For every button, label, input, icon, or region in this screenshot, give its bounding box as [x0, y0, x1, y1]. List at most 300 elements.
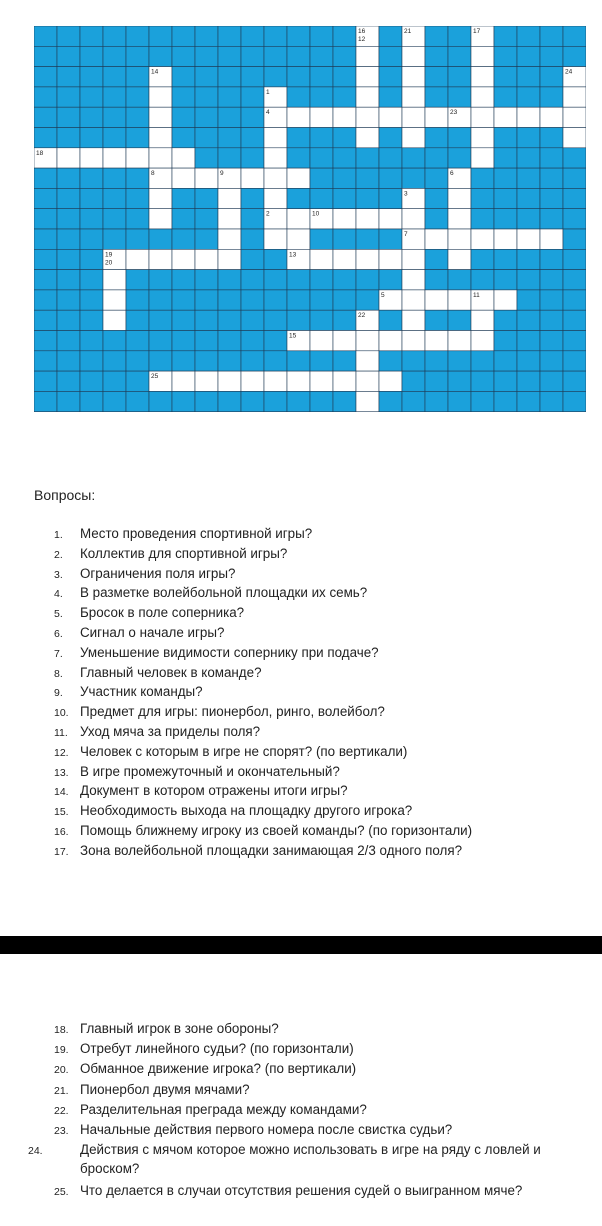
crossword-blue-cell — [563, 371, 586, 391]
crossword-clue-number: 15 — [289, 332, 297, 340]
crossword-blue-cell — [80, 331, 103, 351]
question-text: Ограничения поля игры? — [80, 565, 236, 581]
crossword-white-cell — [241, 168, 264, 188]
crossword-white-cell — [448, 290, 471, 310]
crossword-white-cell — [126, 148, 149, 168]
crossword-blue-cell — [57, 229, 80, 249]
crossword-white-cell — [57, 148, 80, 168]
crossword-blue-cell — [425, 249, 448, 269]
crossword-white-cell — [425, 331, 448, 351]
crossword-blue-cell — [80, 229, 103, 249]
question-item — [54, 624, 224, 643]
crossword-blue-cell — [563, 331, 586, 351]
crossword-blue-cell — [34, 128, 57, 148]
question-number: 20. — [54, 1064, 69, 1077]
crossword-blue-cell — [494, 331, 517, 351]
crossword-blue-cell — [333, 128, 356, 148]
crossword-blue-cell — [57, 371, 80, 391]
crossword-white-cell — [310, 249, 333, 269]
crossword-blue-cell — [356, 188, 379, 208]
crossword-blue-cell — [425, 148, 448, 168]
crossword-blue-cell — [195, 290, 218, 310]
question-text: Разделительная преграда между командами? — [80, 1101, 367, 1117]
crossword-blue-cell — [241, 107, 264, 127]
crossword-blue-cell — [103, 107, 126, 127]
crossword-blue-cell — [494, 67, 517, 87]
crossword-blue-cell — [126, 351, 149, 371]
crossword-white-cell — [402, 310, 425, 330]
crossword-blue-cell — [540, 188, 563, 208]
crossword-blue-cell — [172, 229, 195, 249]
crossword-blue-cell — [149, 391, 172, 411]
crossword-blue-cell — [333, 148, 356, 168]
crossword-blue-cell — [540, 371, 563, 391]
crossword-white-cell — [287, 209, 310, 229]
crossword-blue-cell — [126, 168, 149, 188]
crossword-blue-cell — [563, 249, 586, 269]
crossword-white-cell — [195, 249, 218, 269]
crossword-white-cell — [103, 270, 126, 290]
crossword-clue-number: 3 — [404, 190, 408, 198]
crossword-blue-cell — [310, 128, 333, 148]
question-item — [54, 802, 412, 821]
crossword-white-cell — [149, 188, 172, 208]
crossword-blue-cell — [287, 351, 310, 371]
crossword-blue-cell — [425, 67, 448, 87]
crossword-blue-cell — [310, 26, 333, 46]
crossword-blue-cell — [57, 290, 80, 310]
question-number: 13. — [54, 766, 69, 779]
crossword-white-cell — [425, 229, 448, 249]
crossword-blue-cell — [149, 331, 172, 351]
crossword-blue-cell — [126, 270, 149, 290]
crossword-blue-cell — [103, 188, 126, 208]
question-item — [54, 683, 203, 702]
question-text: Бросок в поле соперника? — [80, 605, 245, 621]
crossword-white-cell — [402, 209, 425, 229]
crossword-white-cell — [149, 249, 172, 269]
question-number: 9. — [54, 687, 63, 700]
crossword-blue-cell — [425, 188, 448, 208]
crossword-blue-cell — [57, 351, 80, 371]
crossword-blue-cell — [195, 310, 218, 330]
crossword-blue-cell — [195, 331, 218, 351]
crossword-blue-cell — [310, 310, 333, 330]
question-text: Коллектив для спортивной игры? — [80, 545, 288, 561]
crossword-blue-cell — [425, 26, 448, 46]
question-text: Действия с мячом которое можно использовать в игре на ряду с ловлей и броском? — [80, 1142, 541, 1177]
crossword-blue-cell — [34, 249, 57, 269]
crossword-clue-number: 22 — [358, 312, 366, 320]
crossword-blue-cell — [494, 87, 517, 107]
question-item — [54, 1020, 279, 1039]
crossword-white-cell — [287, 107, 310, 127]
crossword-blue-cell — [126, 107, 149, 127]
crossword-blue-cell — [241, 67, 264, 87]
crossword-white-cell — [563, 87, 586, 107]
crossword-blue-cell — [103, 128, 126, 148]
crossword-white-cell — [471, 87, 494, 107]
crossword-blue-cell — [448, 351, 471, 371]
crossword-blue-cell — [195, 351, 218, 371]
crossword-blue-cell — [333, 351, 356, 371]
crossword-blue-cell — [264, 391, 287, 411]
crossword-blue-cell — [149, 46, 172, 66]
crossword-blue-cell — [471, 249, 494, 269]
crossword-white-cell — [356, 351, 379, 371]
crossword-blue-cell — [103, 87, 126, 107]
crossword-blue-cell — [264, 46, 287, 66]
crossword-clue-number: 16 — [358, 28, 366, 35]
crossword-white-cell — [149, 107, 172, 127]
crossword-white-cell — [356, 46, 379, 66]
crossword-blue-cell — [172, 188, 195, 208]
crossword-blue-cell — [310, 270, 333, 290]
crossword-blue-cell — [494, 270, 517, 290]
crossword-blue-cell — [540, 351, 563, 371]
crossword-blue-cell — [517, 26, 540, 46]
crossword-clue-number: 10 — [312, 210, 320, 218]
crossword-clue-number: 17 — [473, 28, 481, 35]
question-item — [54, 1101, 367, 1120]
question-text: Пионербол двумя мячами? — [80, 1081, 250, 1097]
crossword-white-cell — [264, 188, 287, 208]
crossword-blue-cell — [34, 188, 57, 208]
crossword-blue-cell — [333, 290, 356, 310]
crossword-blue-cell — [218, 391, 241, 411]
crossword-clue-number: 7 — [404, 231, 408, 238]
crossword-white-cell — [356, 249, 379, 269]
crossword-blue-cell — [540, 249, 563, 269]
crossword-blue-cell — [540, 310, 563, 330]
crossword-blue-cell — [333, 168, 356, 188]
crossword-blue-cell — [172, 46, 195, 66]
crossword-white-cell — [218, 209, 241, 229]
crossword-blue-cell — [379, 391, 402, 411]
crossword-blue-cell — [195, 391, 218, 411]
crossword-white-cell — [379, 331, 402, 351]
crossword-blue-cell — [57, 310, 80, 330]
crossword-blue-cell — [126, 128, 149, 148]
crossword-blue-cell — [563, 26, 586, 46]
crossword-white-cell — [218, 229, 241, 249]
crossword-blue-cell — [264, 249, 287, 269]
crossword-blue-cell — [172, 310, 195, 330]
question-item — [54, 723, 260, 742]
question-text: В разметке волейбольной площадки их семь? — [80, 585, 368, 601]
crossword-blue-cell — [126, 229, 149, 249]
crossword-blue-cell — [448, 270, 471, 290]
crossword-blue-cell — [126, 371, 149, 391]
question-text: Главный игрок в зоне обороны? — [80, 1021, 279, 1036]
crossword-blue-cell — [241, 209, 264, 229]
crossword-blue-cell — [563, 168, 586, 188]
question-number: 21. — [54, 1084, 69, 1097]
crossword-white-cell — [264, 371, 287, 391]
crossword-white-cell — [540, 107, 563, 127]
crossword-blue-cell — [126, 331, 149, 351]
crossword-blue-cell — [80, 188, 103, 208]
question-number: 7. — [54, 647, 63, 660]
crossword-blue-cell — [471, 188, 494, 208]
crossword-white-cell — [448, 331, 471, 351]
crossword-white-cell — [471, 46, 494, 66]
crossword-blue-cell — [103, 26, 126, 46]
question-number: 11. — [54, 727, 68, 739]
question-text: В игре промежуточный и окончательный? — [80, 763, 340, 779]
crossword-blue-cell — [218, 46, 241, 66]
question-item — [54, 763, 340, 782]
crossword-clue-number: 20 — [105, 259, 113, 267]
question-number: 25. — [54, 1185, 69, 1198]
crossword-blue-cell — [149, 229, 172, 249]
crossword-blue-cell — [494, 351, 517, 371]
crossword-white-cell — [356, 371, 379, 391]
crossword-blue-cell — [218, 26, 241, 46]
crossword-blue-cell — [540, 391, 563, 411]
crossword-white-cell — [172, 249, 195, 269]
question-item — [54, 1081, 250, 1100]
crossword-white-cell — [356, 87, 379, 107]
crossword-blue-cell — [103, 168, 126, 188]
crossword-blue-cell — [333, 87, 356, 107]
crossword-white-cell — [402, 67, 425, 87]
questions-title: Вопросы: — [34, 487, 96, 503]
crossword-blue-cell — [379, 128, 402, 148]
crossword-blue-cell — [34, 391, 57, 411]
crossword-blue-cell — [310, 148, 333, 168]
crossword-blue-cell — [195, 229, 218, 249]
crossword-blue-cell — [172, 128, 195, 148]
crossword-blue-cell — [517, 67, 540, 87]
question-text: Главный человек в команде? — [80, 664, 262, 680]
crossword-blue-cell — [80, 209, 103, 229]
crossword-blue-cell — [241, 128, 264, 148]
crossword-white-cell — [264, 229, 287, 249]
crossword-blue-cell — [471, 209, 494, 229]
crossword-white-cell — [448, 229, 471, 249]
question-item — [54, 1182, 522, 1201]
crossword-blue-cell — [517, 188, 540, 208]
crossword-blue-cell — [517, 148, 540, 168]
crossword-blue-cell — [356, 229, 379, 249]
crossword-blue-cell — [34, 290, 57, 310]
crossword-blue-cell — [195, 128, 218, 148]
crossword-blue-cell — [34, 107, 57, 127]
crossword-white-cell — [471, 148, 494, 168]
crossword-blue-cell — [287, 290, 310, 310]
crossword-blue-cell — [425, 371, 448, 391]
crossword-blue-cell — [540, 168, 563, 188]
crossword-blue-cell — [218, 87, 241, 107]
crossword-blue-cell — [402, 371, 425, 391]
crossword-blue-cell — [241, 46, 264, 66]
crossword-white-cell — [494, 107, 517, 127]
question-text: Обманное движение игрока? (по вертикали) — [80, 1061, 357, 1077]
crossword-blue-cell — [195, 107, 218, 127]
crossword-blue-cell — [402, 391, 425, 411]
crossword-blue-cell — [103, 209, 126, 229]
crossword-blue-cell — [241, 290, 264, 310]
crossword-blue-cell — [425, 391, 448, 411]
crossword-white-cell — [264, 168, 287, 188]
question-text: Уменьшение видимости сопернику при подаче? — [80, 644, 379, 660]
crossword-white-cell — [448, 249, 471, 269]
crossword-blue-cell — [494, 310, 517, 330]
crossword-blue-cell — [494, 168, 517, 188]
question-number: 22. — [54, 1104, 69, 1117]
question-text: Необходимость выхода на площадку другого игрока? — [80, 803, 413, 819]
crossword-clue-number: 21 — [404, 28, 412, 35]
crossword-blue-cell — [149, 351, 172, 371]
crossword-blue-cell — [172, 290, 195, 310]
crossword-blue-cell — [540, 148, 563, 168]
crossword-blue-cell — [402, 148, 425, 168]
crossword-blue-cell — [563, 229, 586, 249]
crossword-blue-cell — [425, 128, 448, 148]
crossword-blue-cell — [563, 270, 586, 290]
crossword-blue-cell — [80, 26, 103, 46]
crossword-blue-cell — [379, 46, 402, 66]
crossword-blue-cell — [57, 168, 80, 188]
crossword-blue-cell — [195, 209, 218, 229]
crossword-blue-cell — [517, 310, 540, 330]
crossword-blue-cell — [517, 270, 540, 290]
crossword-blue-cell — [287, 46, 310, 66]
crossword-white-cell — [448, 188, 471, 208]
crossword-blue-cell — [425, 351, 448, 371]
crossword-white-cell — [218, 188, 241, 208]
crossword-white-cell — [103, 290, 126, 310]
question-text: Начальные действия первого номера после свистка судьи? — [80, 1122, 453, 1137]
crossword-blue-cell — [356, 168, 379, 188]
crossword-blue-cell — [57, 107, 80, 127]
crossword-blue-cell — [425, 270, 448, 290]
question-number: 18. — [54, 1024, 69, 1036]
crossword-clue-number: 25 — [151, 373, 159, 381]
crossword-white-cell — [402, 270, 425, 290]
question-number: 23. — [54, 1125, 69, 1137]
crossword-blue-cell — [34, 270, 57, 290]
crossword-white-cell — [333, 209, 356, 229]
crossword-white-cell — [402, 290, 425, 310]
crossword-blue-cell — [149, 270, 172, 290]
question-item — [54, 822, 472, 841]
crossword-blue-cell — [494, 26, 517, 46]
crossword-blue-cell — [57, 249, 80, 269]
crossword-blue-cell — [563, 351, 586, 371]
crossword-blue-cell — [379, 26, 402, 46]
crossword-blue-cell — [241, 188, 264, 208]
crossword-blue-cell — [57, 67, 80, 87]
crossword-white-cell — [517, 107, 540, 127]
crossword-blue-cell — [471, 168, 494, 188]
crossword-blue-cell — [563, 209, 586, 229]
crossword-blue-cell — [310, 87, 333, 107]
crossword-blue-cell — [471, 270, 494, 290]
question-number: 14. — [54, 786, 69, 799]
crossword-clue-number: 9 — [220, 170, 224, 178]
crossword-blue-cell — [34, 331, 57, 351]
crossword-clue-number: 2 — [266, 210, 270, 218]
crossword-blue-cell — [517, 290, 540, 310]
question-item — [54, 743, 407, 762]
crossword-white-cell — [540, 229, 563, 249]
crossword-white-cell — [287, 229, 310, 249]
crossword-blue-cell — [264, 351, 287, 371]
crossword-blue-cell — [563, 46, 586, 66]
crossword-blue-cell — [126, 46, 149, 66]
crossword-blue-cell — [494, 148, 517, 168]
crossword-white-cell — [563, 128, 586, 148]
crossword-white-cell — [218, 249, 241, 269]
question-item — [54, 525, 312, 544]
question-number: 19. — [54, 1044, 69, 1057]
question-number: 10. — [54, 707, 69, 720]
crossword-blue-cell — [379, 67, 402, 87]
crossword-blue-cell — [172, 270, 195, 290]
crossword-blue-cell — [310, 229, 333, 249]
crossword-white-cell — [149, 209, 172, 229]
crossword-blue-cell — [57, 26, 80, 46]
question-text: Что делается в случаи отсутствия решения судей о выигранном мяче? — [80, 1182, 523, 1198]
crossword-blue-cell — [80, 391, 103, 411]
crossword-blue-cell — [402, 168, 425, 188]
crossword-blue-cell — [80, 371, 103, 391]
crossword-white-cell — [356, 67, 379, 87]
crossword-blue-cell — [517, 371, 540, 391]
crossword-blue-cell — [310, 188, 333, 208]
crossword-blue-cell — [448, 371, 471, 391]
question-item — [54, 545, 287, 564]
crossword-blue-cell — [563, 310, 586, 330]
crossword-blue-cell — [172, 87, 195, 107]
crossword-white-cell — [471, 107, 494, 127]
crossword-blue-cell — [80, 249, 103, 269]
crossword-clue-number: 19 — [105, 251, 113, 259]
question-text: Отребут линейного судьи? (по горизонтали) — [80, 1041, 354, 1057]
crossword-blue-cell — [448, 26, 471, 46]
crossword-blue-cell — [34, 46, 57, 66]
crossword-clue-number: 23 — [450, 109, 458, 117]
crossword-blue-cell — [172, 209, 195, 229]
crossword-blue-cell — [103, 371, 126, 391]
crossword-blue-cell — [80, 168, 103, 188]
crossword-blue-cell — [448, 67, 471, 87]
crossword-blue-cell — [241, 331, 264, 351]
crossword-blue-cell — [356, 290, 379, 310]
crossword-blue-cell — [218, 67, 241, 87]
crossword-white-cell — [333, 107, 356, 127]
question-text: Зона волейбольной площадки занимающая 2/3 одного поля? — [80, 842, 463, 858]
crossword-white-cell — [494, 229, 517, 249]
crossword-blue-cell — [425, 87, 448, 107]
crossword-clue-number: 12 — [358, 36, 366, 43]
crossword-blue-cell — [494, 209, 517, 229]
crossword-blue-cell — [264, 310, 287, 330]
crossword-blue-cell — [287, 128, 310, 148]
crossword-blue-cell — [379, 270, 402, 290]
crossword-blue-cell — [80, 67, 103, 87]
crossword-blue-cell — [218, 270, 241, 290]
question-text: Участник команды? — [80, 684, 203, 700]
crossword-white-cell — [402, 87, 425, 107]
crossword-white-cell — [494, 290, 517, 310]
crossword-blue-cell — [34, 229, 57, 249]
crossword-clue-number: 5 — [381, 291, 385, 299]
crossword-white-cell — [379, 209, 402, 229]
page-divider — [0, 936, 602, 954]
